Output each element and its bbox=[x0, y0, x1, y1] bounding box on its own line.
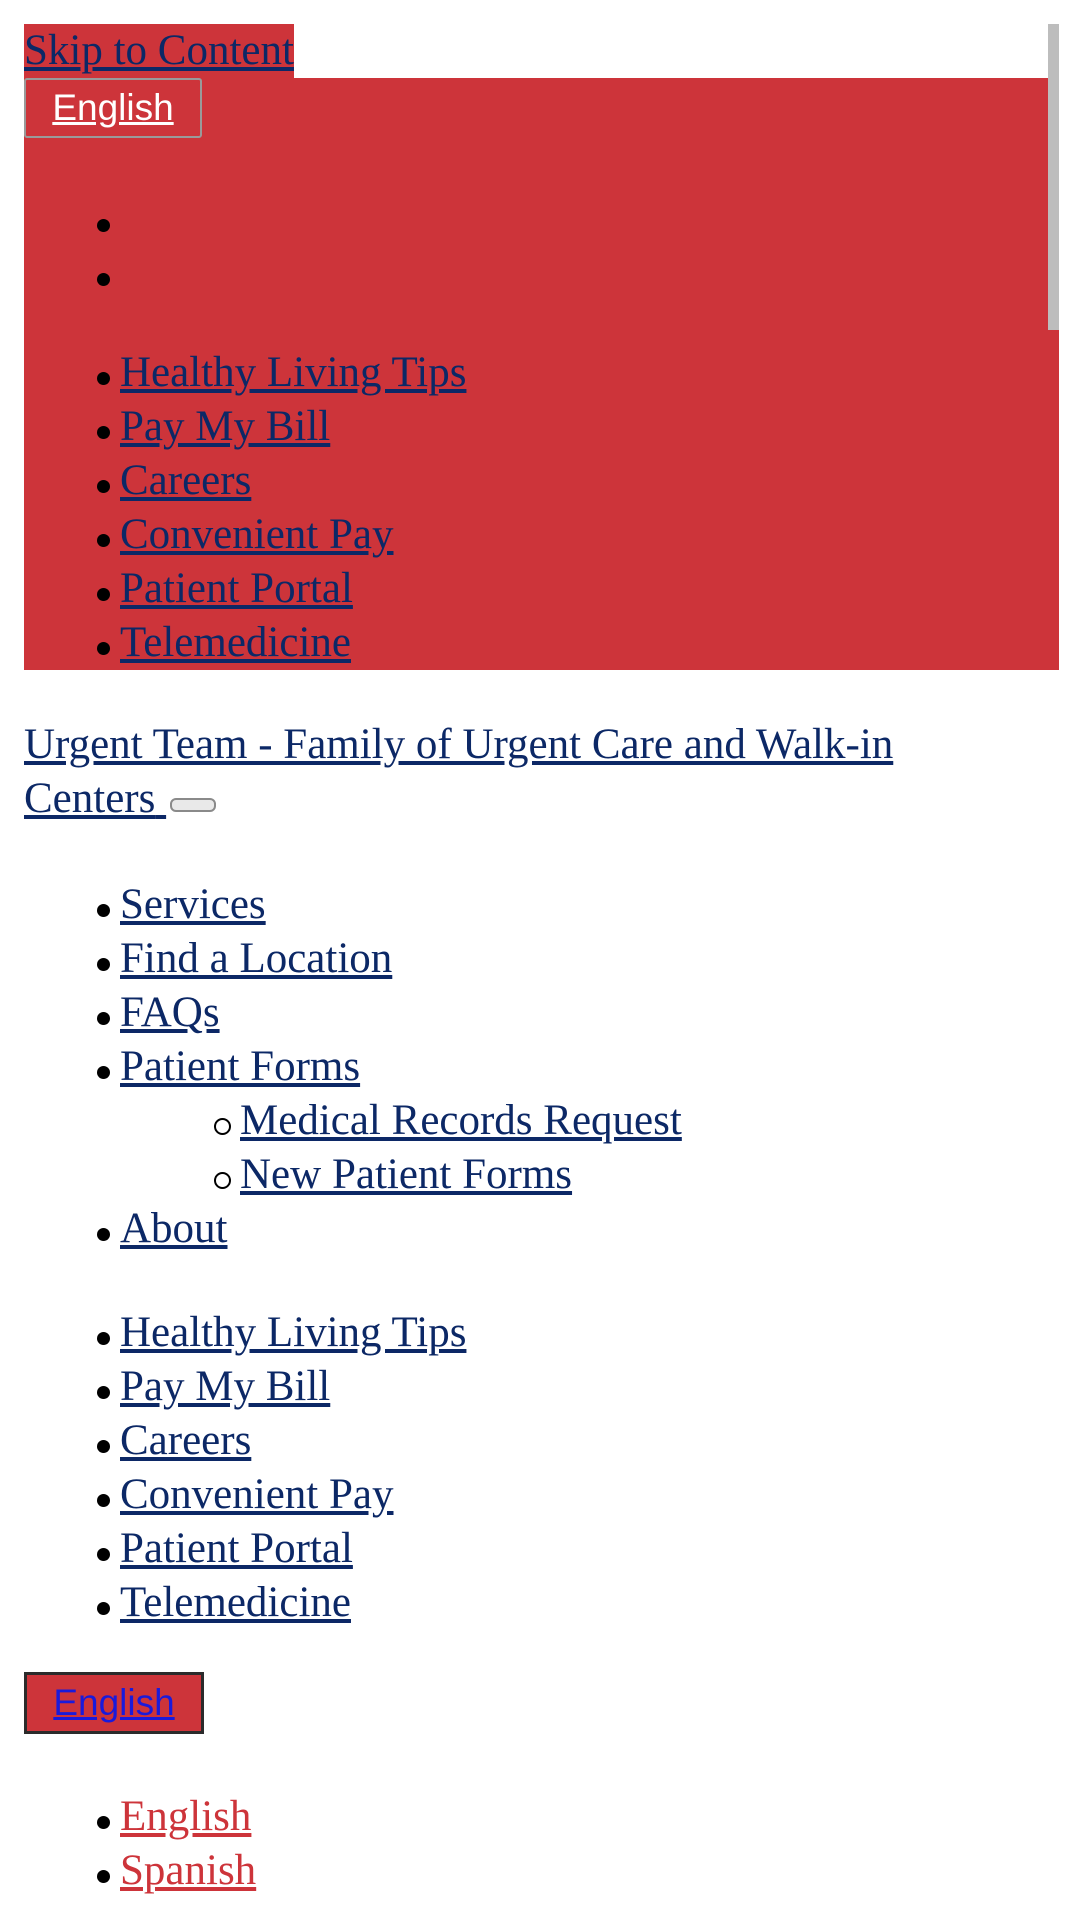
nav-services[interactable]: Services bbox=[120, 881, 266, 928]
list-item bbox=[0, 1844, 256, 1898]
list-item bbox=[0, 1576, 466, 1630]
nav-faqs[interactable]: FAQs bbox=[120, 989, 220, 1036]
nav-medical-records-request[interactable]: Medical Records Request bbox=[240, 1097, 682, 1144]
link-convenient-pay[interactable]: Convenient Pay bbox=[120, 1471, 394, 1518]
brand-link[interactable] bbox=[24, 721, 893, 822]
list-item bbox=[0, 1522, 466, 1576]
list-item bbox=[0, 562, 466, 616]
brand-text: Urgent Team - Family of Urgent Care and Walk-in Centers bbox=[24, 721, 894, 822]
scrollbar[interactable] bbox=[1048, 24, 1059, 330]
list-item bbox=[0, 878, 682, 932]
link-careers[interactable]: Careers bbox=[120, 1417, 252, 1464]
secondary-links bbox=[0, 1306, 466, 1630]
list-item bbox=[0, 346, 466, 400]
list-item bbox=[0, 1306, 466, 1360]
top-link-healthy-living-tips[interactable]: Healthy Living Tips bbox=[120, 349, 467, 396]
top-link-careers[interactable]: Careers bbox=[120, 457, 252, 504]
link-pay-my-bill[interactable]: Pay My Bill bbox=[120, 1363, 331, 1410]
menu-toggle-button[interactable] bbox=[170, 798, 216, 812]
list-item bbox=[0, 932, 682, 986]
list-item bbox=[0, 1414, 466, 1468]
list-item bbox=[0, 1040, 682, 1094]
list-item bbox=[0, 986, 682, 1040]
language-options bbox=[0, 1790, 256, 1898]
list-item bbox=[0, 1468, 466, 1522]
list-item bbox=[0, 508, 466, 562]
main-nav bbox=[0, 878, 682, 1256]
list-item bbox=[0, 1202, 682, 1256]
top-link-convenient-pay[interactable]: Convenient Pay bbox=[120, 511, 394, 558]
language-button-top[interactable]: English bbox=[24, 78, 202, 138]
nav-patient-forms[interactable]: Patient Forms bbox=[120, 1043, 361, 1090]
nav-find-location[interactable]: Find a Location bbox=[120, 935, 393, 982]
list-item bbox=[0, 244, 120, 298]
link-patient-portal[interactable]: Patient Portal bbox=[120, 1525, 353, 1572]
link-healthy-living-tips[interactable]: Healthy Living Tips bbox=[120, 1309, 467, 1356]
top-link-pay-my-bill[interactable]: Pay My Bill bbox=[120, 403, 331, 450]
language-option-spanish[interactable]: Spanish bbox=[120, 1847, 257, 1894]
list-item bbox=[0, 454, 466, 508]
list-item bbox=[0, 1360, 466, 1414]
top-link-telemedicine[interactable]: Telemedicine bbox=[120, 619, 351, 666]
top-bar-links bbox=[0, 346, 466, 670]
language-option-english[interactable]: English bbox=[120, 1793, 252, 1840]
list-item bbox=[0, 616, 466, 670]
list-item bbox=[0, 190, 120, 244]
nav-about[interactable]: About bbox=[120, 1205, 228, 1252]
skip-to-content-link[interactable]: Skip to Content bbox=[24, 24, 294, 78]
list-item bbox=[0, 1148, 682, 1202]
top-bar-empty-list bbox=[0, 190, 120, 298]
site-brand bbox=[24, 718, 1034, 826]
list-item bbox=[0, 400, 466, 454]
top-link-patient-portal[interactable]: Patient Portal bbox=[120, 565, 353, 612]
language-menu-button[interactable]: English bbox=[24, 1672, 204, 1734]
list-item bbox=[0, 1094, 682, 1148]
link-telemedicine[interactable]: Telemedicine bbox=[120, 1579, 351, 1626]
nav-new-patient-forms[interactable]: New Patient Forms bbox=[240, 1151, 573, 1198]
list-item bbox=[0, 1790, 256, 1844]
